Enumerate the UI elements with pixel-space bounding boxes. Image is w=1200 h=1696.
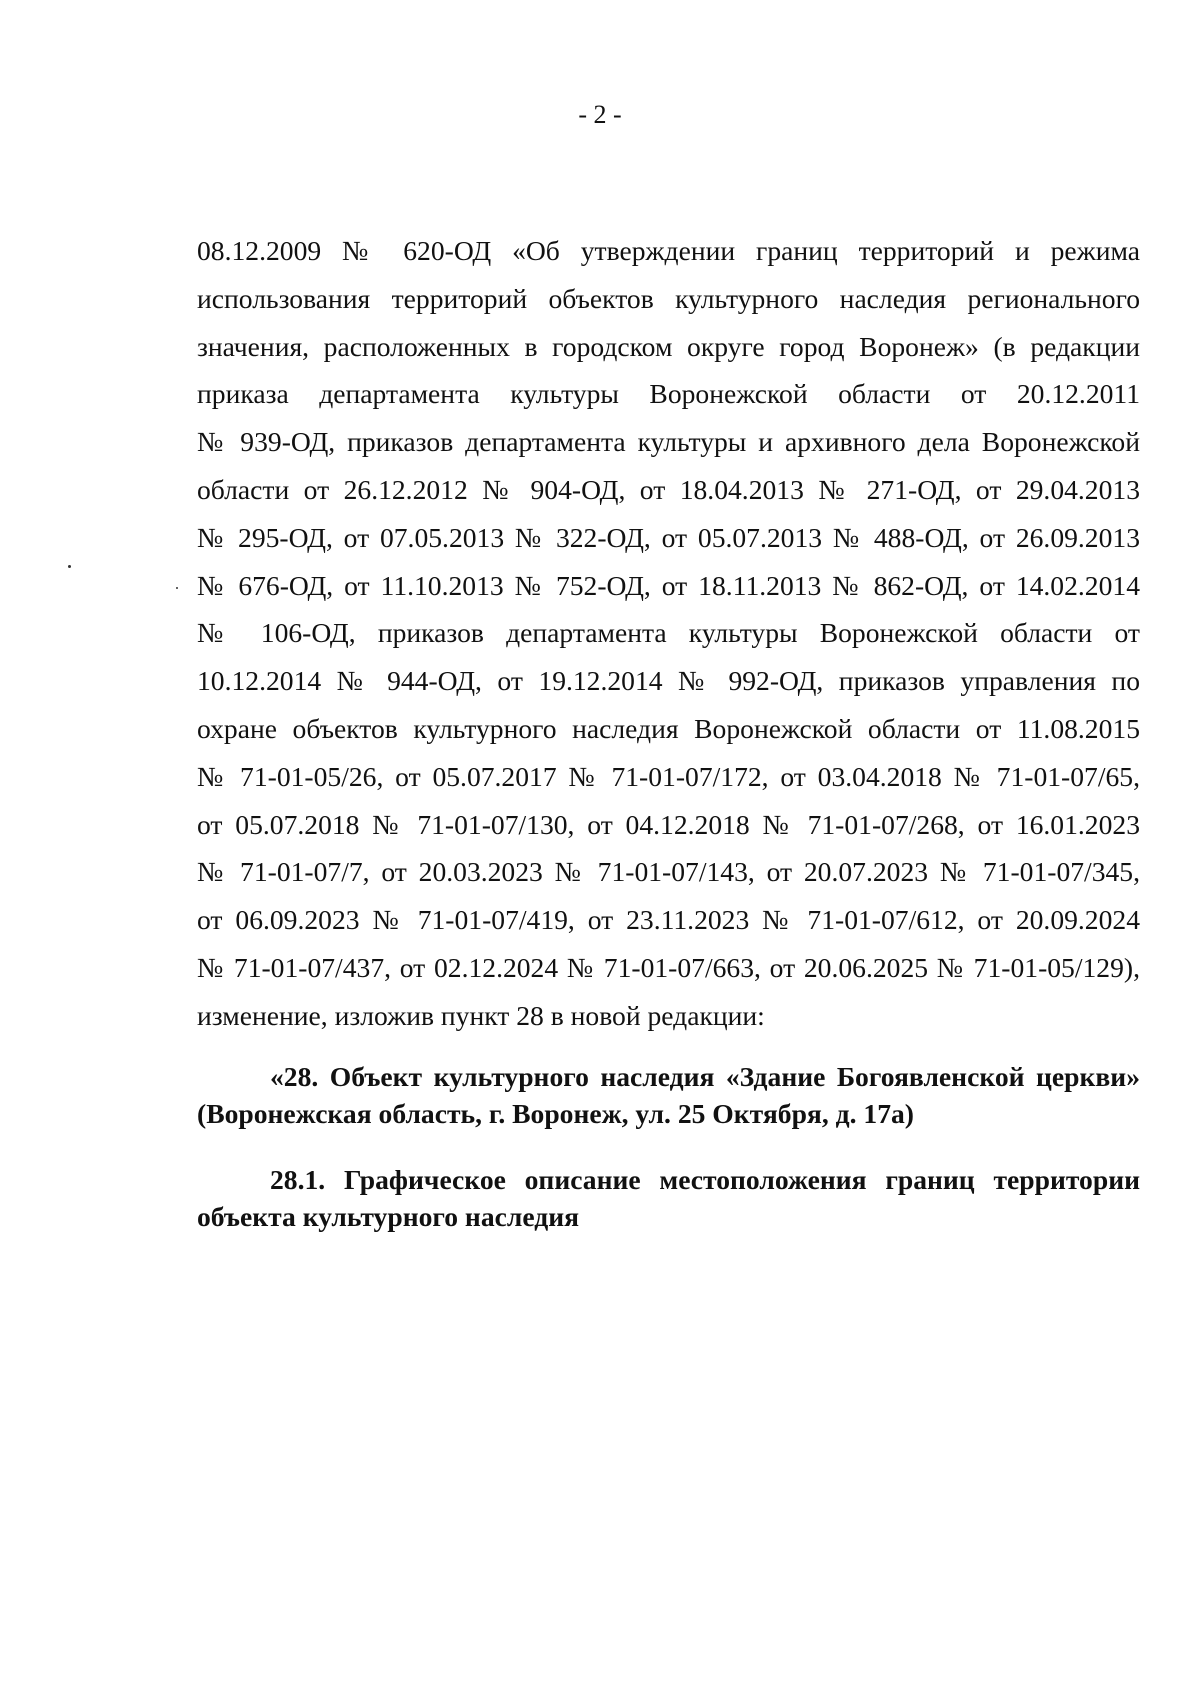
amendment-paragraph <box>197 227 1140 1040</box>
section-28-heading <box>197 1058 1140 1132</box>
section-28-title: «28. Объект культурного наследия «Здание Богоявленской церкви» <box>270 1061 1140 1092</box>
section-28-1-title-continued: объекта культурного наследия <box>197 1201 580 1232</box>
paragraph-line: от 05.07.2018 № 71-01-07/130, от 04.12.2018 № 71-01-07/268, от 16.01.2023 <box>197 808 1140 840</box>
scan-speck <box>68 565 71 568</box>
paragraph-line: № 106-ОД, приказов департамента культуры Воронежской области от <box>197 617 1140 649</box>
paragraph-line: использования территорий объектов культурного наследия регионального <box>197 282 1140 314</box>
paragraph-line: № 676-ОД, от 11.10.2013 № 752-ОД, от 18.11.2013 № 862-ОД, от 14.02.2014 <box>197 569 1140 601</box>
paragraph-line: № 71-01-05/26, от 05.07.2017 № 71-01-07/172, от 03.04.2018 № 71-01-07/65, <box>197 760 1140 792</box>
paragraph-line: № 295-ОД, от 07.05.2013 № 322-ОД, от 05.07.2013 № 488-ОД, от 26.09.2013 <box>197 521 1140 553</box>
paragraph-line: значения, расположенных в городском округе город Воронеж» (в редакции <box>197 330 1140 362</box>
paragraph-line: приказа департамента культуры Воронежской области от 20.12.2011 <box>197 378 1140 410</box>
section-28-address: (Воронежская область, г. Воронеж, ул. 25 Октября, д. 17а) <box>197 1098 914 1129</box>
paragraph-line: № 71-01-07/7, от 20.03.2023 № 71-01-07/143, от 20.07.2023 № 71-01-07/345, <box>197 856 1140 888</box>
paragraph-line: охране объектов культурного наследия Воронежской области от 11.08.2015 <box>197 712 1140 744</box>
page-number: - 2 - <box>578 100 622 129</box>
paragraph-line: № 939-ОД, приказов департамента культуры и архивного дела Воронежской <box>197 426 1140 458</box>
paragraph-line: от 06.09.2023 № 71-01-07/419, от 23.11.2023 № 71-01-07/612, от 20.09.2024 <box>197 904 1140 936</box>
paragraph-line: 08.12.2009 № 620-ОД «Об утверждении границ территорий и режима <box>197 235 1140 266</box>
paragraph-line: 10.12.2014 № 944-ОД, от 19.12.2014 № 992-ОД, приказов управления по <box>197 665 1140 697</box>
section-28-1-title: 28.1. Графическое описание местоположения границ территории <box>270 1164 1140 1195</box>
paragraph-line: области от 26.12.2012 № 904-ОД, от 18.04.2013 № 271-ОД, от 29.04.2013 <box>197 473 1140 505</box>
paragraph-line: № 71-01-07/437, от 02.12.2024 № 71-01-07/663, от 20.06.2025 № 71-01-05/129), <box>197 951 1140 983</box>
scan-speck <box>176 587 178 589</box>
section-28-1-heading <box>197 1161 1140 1235</box>
paragraph-line: изменение, изложив пункт 28 в новой редакции: <box>197 999 765 1031</box>
